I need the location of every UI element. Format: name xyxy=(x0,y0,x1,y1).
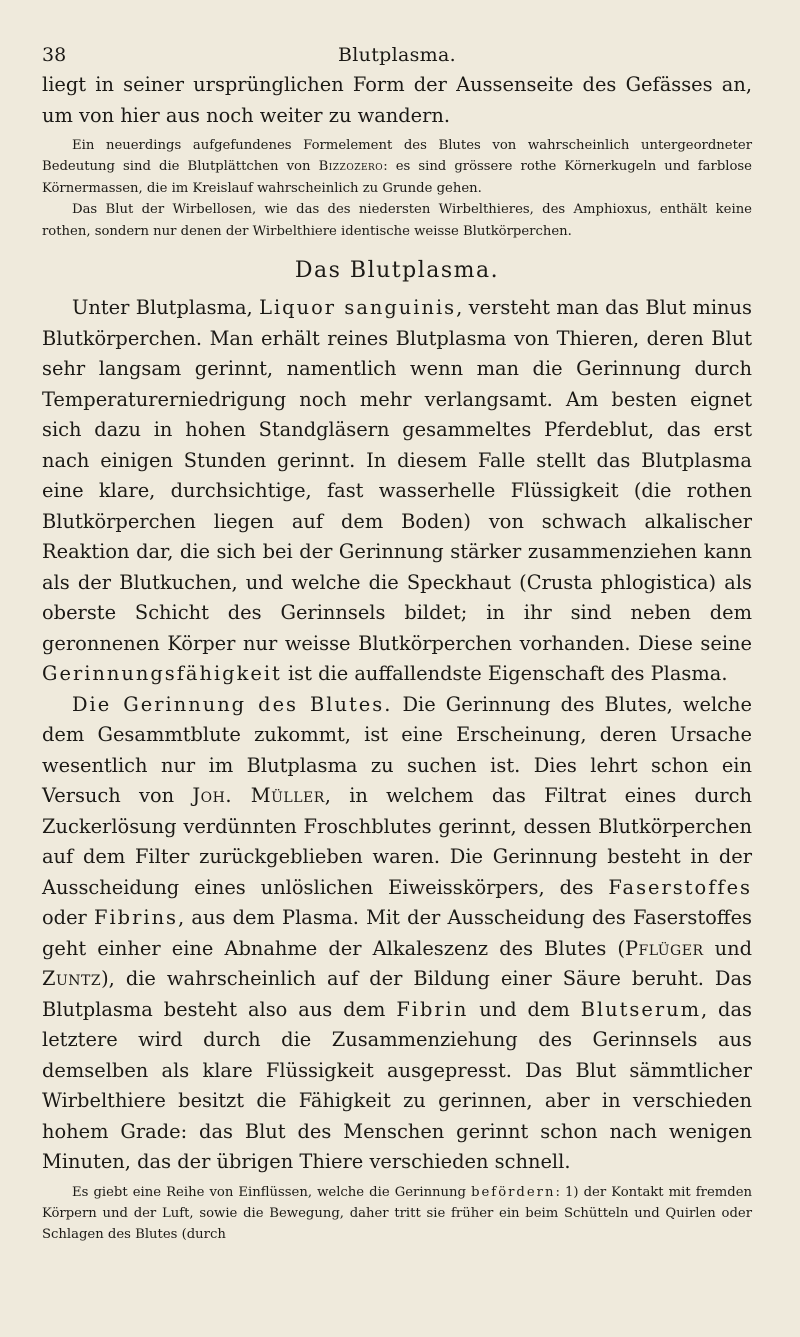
body-text: und xyxy=(703,936,752,960)
page-number: 38 xyxy=(42,44,67,66)
body-text: , in welchem das Filtrat eines durch Zuckerlösung verdünnten Froschblutes gerinnt, dessen Blutkörperchen auf dem Filter zurückgeblieben waren. Die Gerinnung besteht in der Ausscheidung eines unlöslichen Eiweisskörpers, des xyxy=(42,784,752,899)
body-text: und dem xyxy=(468,997,581,1021)
spaced-term: Fibrin xyxy=(396,997,469,1021)
running-title: Blutplasma. xyxy=(338,44,456,66)
note-text: Das Blut der Wirbellosen, wie das des niedersten Wirbelthieres, des Amphioxus, enthält keine rothen, sondern nur denen der Wirbelthiere identische weisse Blutkörperchen. xyxy=(42,202,752,239)
spaced-term: befördern xyxy=(471,1184,556,1200)
body-text: ), die wahrscheinlich auf der Bildung einer Säure beruht. Das Blutplasma besteht also aus dem xyxy=(42,967,752,1021)
author-name: Bizzozero xyxy=(318,159,384,175)
body-text: ist die auffallendste Eigenschaft des Plasma. xyxy=(281,662,728,686)
author-name: Joh. Müller xyxy=(192,784,325,808)
body-text: oder xyxy=(42,906,95,930)
section-title: Das Blutplasma. xyxy=(294,258,500,284)
body-text: , aus dem Plasma. Mit der Ausscheidung des Faserstoffes geht einher eine Abnahme der Alkaleszenz des Blutes ( xyxy=(42,906,752,960)
note-text: : 1) der Kontakt mit fremden Körpern und der Luft, sowie die Bewegung, daher tritt sie früher ein beim Schütteln und Quirlen oder Schlagen des Blutes (durch xyxy=(42,1184,752,1243)
author-name: Pflüger xyxy=(624,936,704,960)
note-wirbellose xyxy=(42,199,752,242)
plasma-paragraph xyxy=(42,293,752,690)
spaced-term: Faserstoffes xyxy=(608,875,752,899)
note-einfluesse xyxy=(42,1182,752,1246)
gerinnung-paragraph xyxy=(42,690,752,1178)
running-head xyxy=(42,30,752,70)
run-in-heading: Die Gerinnung des Blutes. xyxy=(72,692,393,716)
intro-paragraph xyxy=(42,70,752,131)
intro-text: liegt in seiner ursprünglichen Form der Aussenseite des Gefässes an, um von hier aus noch weiter zu wandern. xyxy=(42,73,752,127)
spaced-term: Blutserum xyxy=(580,997,701,1021)
note-text: Es giebt eine Reihe von Einflüssen, welche die Gerinnung xyxy=(72,1184,472,1200)
note-blutplaettchen xyxy=(42,135,752,199)
body-text: , versteht man das Blut minus Blutkörperchen. Man erhält reines Blutplasma von Thieren, deren Blut sehr langsam gerinnt, namentlich wenn man die Gerinnung durch Temperaturerniedrigung noch mehr verlangsamt. Am besten eignet sich dazu in hohen Standgläsern gesammeltes Pferdeblut, das erst nach einigen Stunden gerinnt. In diesem Falle stellt das Blutplasma eine klare, durchsichtige, fast wasserhelle Flüssigkeit (die rothen Blutkörperchen liegen auf dem Boden) von schwach alkalischer Reaktion dar, die sich bei der Gerinnung stärker zusammenziehen kann als der Blutkuchen, und welche die Speckhaut (Crusta phlogistica) als oberste Schicht des Gerinnsels bildet; in ihr sind neben dem geronnenen Körper nur weisse Blutkörperchen vorhanden. Diese seine xyxy=(42,296,752,655)
spaced-term: Gerinnungsfähigkeit xyxy=(42,662,282,686)
author-name: Zuntz xyxy=(42,967,102,991)
spaced-term: Fibrins xyxy=(94,906,179,930)
body-text: Die Gerinnung des Blutes, welche dem Gesammtblute zukommt, ist eine Erscheinung, deren Ursache wesentlich nur im Blutplasma zu suchen ist. Dies lehrt schon ein Versuch von xyxy=(42,692,752,808)
latin-term: Liquor sanguinis xyxy=(259,296,457,320)
body-text: Unter Blutplasma, xyxy=(72,296,260,320)
note-text: Ein neuerdings aufgefundenes Formelement des Blutes von wahrscheinlich untergeordneter Bedeutung sind die Blutplättchen von xyxy=(42,138,752,175)
body-text: , das letztere wird durch die Zusammenziehung des Gerinnsels aus demselben als klare Flüssigkeit ausgepresst. Das Blut sämmtlicher Wirbelthiere besitzt die Fähigkeit zu gerinnen, aber in verschieden hohem Grade: das Blut des Menschen gerinnt schon nach wenigen Minuten, das der übrigen Thiere verschieden schnell. xyxy=(42,997,752,1174)
note-text: : es sind grössere rothe Körnerkugeln und farblose Körnermassen, die im Kreislauf wahrscheinlich zu Grunde gehen. xyxy=(42,159,752,196)
